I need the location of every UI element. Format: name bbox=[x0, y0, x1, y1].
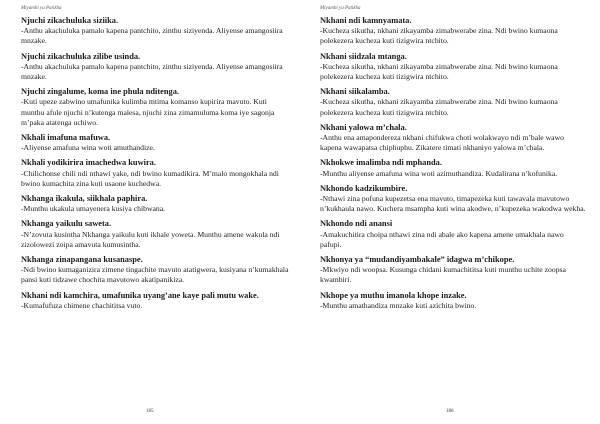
proverb-entry bbox=[21, 219, 292, 250]
proverb-meaning: -Kucheza sikutha, nkhani zikayamba zimabwerabe zina. Ndi bwino kumaona polekezera kucheza kuti tizigwira ntchito. bbox=[320, 26, 558, 46]
proverb-heading: Nkhani ndi kamchira, umafunika uyang’ane kaye pali mutu wake. bbox=[21, 290, 259, 300]
proverb-heading: Nkhani ndi kamnyamata. bbox=[320, 16, 412, 25]
proverb-entry bbox=[320, 16, 586, 47]
running-head: Miyambi ya Patikha bbox=[320, 6, 361, 11]
proverb-entry bbox=[320, 87, 586, 118]
proverb-heading: Nkhali imafuna mafuwa. bbox=[21, 133, 111, 143]
proverb-meaning: -Munthu ukakula umayenera kusiya chibwana. bbox=[21, 204, 166, 214]
proverb-entry bbox=[320, 184, 586, 215]
right-page bbox=[300, 0, 600, 424]
entry-list bbox=[21, 16, 292, 311]
proverb-heading: Nkhani siidzala mtanga. bbox=[320, 51, 407, 61]
running-head: Miyambi ya Patikha bbox=[21, 6, 62, 11]
proverb-heading: Nkhani yalowa m’chala. bbox=[320, 122, 407, 132]
proverb-heading: Nkhondo ndi anansi bbox=[320, 219, 393, 229]
proverb-meaning: -Chilichonse chili ndi nthawi yake, ndi bwino kumadikira. M’malo mongokhala ndi bwino kumachita zina kuti usaone kuchedwa. bbox=[21, 168, 279, 188]
proverb-entry bbox=[320, 255, 586, 286]
proverb-meaning: -Amakuchitira choipa nthawi zina ndi abale ako kapena amene umakhala nawo pafupi. bbox=[320, 229, 564, 249]
proverb-meaning: -Anthu akachuluka pamalo kapena pantchito, zinthu siziyenda. Aliyense amangosiira mnzake. bbox=[21, 61, 283, 82]
proverb-heading: Nkhali yodikirira imachedwa kuwira. bbox=[21, 158, 156, 168]
proverb-heading: Nkhonya ya “mudandiyambakale” idagwa m’chikope. bbox=[320, 255, 515, 265]
proverb-meaning: -Mkwiyo ndi woopsa. Kusunga chidani kumachititsa kuti munthu uchite zoopsa kwambiri. bbox=[320, 265, 566, 285]
page-number: 185 bbox=[146, 409, 154, 414]
proverb-entry bbox=[320, 219, 586, 250]
proverb-heading: Nkhokwe imalimba ndi mphanda. bbox=[320, 158, 442, 168]
proverb-heading: Njuchi zikachuluka zilibe usinda. bbox=[21, 51, 141, 61]
proverb-meaning: -Kuti upeze zabwino umafunika kulimba mtima komanso kupirira mavuto. Kuti munthu afule njuchi n’kutenga malesa, njuchi zina zimamuluma koma iye sagonja m’paka atatenga uchiwo. bbox=[21, 97, 275, 127]
proverb-entry bbox=[21, 194, 292, 214]
proverb-heading: Nkhondo kadzikumbire. bbox=[320, 183, 408, 193]
proverb-entry bbox=[21, 133, 292, 153]
proverb-heading: Njuchi zikachuluka siziika. bbox=[21, 16, 119, 25]
proverb-entry bbox=[21, 158, 292, 189]
proverb-entry bbox=[21, 255, 292, 286]
proverb-heading: Njuchi zingalume, koma ine phula nditenga. bbox=[21, 87, 179, 97]
proverb-entry bbox=[320, 123, 586, 154]
proverb-heading: Nkhope ya muthu imanola khope inzake. bbox=[320, 290, 467, 300]
proverb-meaning: -Munthu amathandiza mnzake kuti azichita bwino. bbox=[320, 300, 477, 310]
proverb-entry bbox=[320, 158, 586, 178]
proverb-entry bbox=[320, 291, 586, 311]
proverb-heading: Nkhanga yaikulu saweta. bbox=[21, 219, 112, 229]
proverb-meaning: -Kucheza sikutha, nkhani zikayamba zimabwerabe zina. Ndi bwino kumaona polekezera kucheza kuti tizigwira ntchito. bbox=[320, 97, 558, 117]
proverb-entry bbox=[320, 52, 586, 83]
proverb-meaning: -Kumafufuza chimene chachititsa vuto. bbox=[21, 300, 143, 310]
proverb-entry bbox=[21, 52, 292, 83]
proverb-meaning: -N’zovuta kusintha Nkhanga yaikulu kuti ikhale yoweta. Munthu amene wakula ndi zizolowezi zoipa amavuta kumusintha. bbox=[21, 229, 280, 249]
proverb-meaning: -Munthu aliyense amafuna wina woti azimuthandiza. Kudalirana n’kofunika. bbox=[320, 168, 558, 178]
proverb-meaning: -Kucheza sikutha, nkhani zikayamba zimabwerabe zina. Ndi bwino kumaona polekezera kucheza kuti tizigwira ntchito. bbox=[320, 61, 558, 82]
proverb-heading: Nkhanga zinapangana kusanaspe. bbox=[21, 255, 143, 265]
proverb-meaning: -Anthu akachuluka pamalo kapena pantchito, zinthu siziyenda. Aliyense amangosiira mnzake. bbox=[21, 26, 283, 46]
proverb-meaning: -Nthawi zina pofuna kupezetsa ena mavuto, timapezeka kuti tawavala mavutowo n’kukhaula nawo. Kuchera msampha kuti wina akodwe, n’kupezeka wakodwa wekha. bbox=[320, 194, 586, 214]
entry-list bbox=[320, 16, 586, 311]
proverb-heading: Nkhani siikalamba. bbox=[320, 87, 390, 97]
proverb-entry bbox=[21, 16, 292, 47]
proverb-entry bbox=[21, 87, 292, 128]
proverb-entry bbox=[21, 291, 292, 311]
proverb-meaning: -Anthu ena amapondereza nkhani chifukwa choti wolakwayo ndi m’bale wawo kapena wawapatsa chiphuphu. Zikatere timati nkhaniyo yalowa m’chala. bbox=[320, 133, 564, 153]
proverb-heading: Nkhanga ikakula, siikhala paphira. bbox=[21, 194, 148, 204]
page-number: 186 bbox=[446, 409, 454, 414]
proverb-meaning: -Ndi bwino kumaganizira zimene tingachite mavuto atatigwera, kusiyana n’kumakhala pansi kuti tidzawe chochita mavutowo akatipanikiza. bbox=[21, 265, 289, 285]
proverb-meaning: -Aliyense amafuna wina woti amuthandize. bbox=[21, 143, 155, 153]
